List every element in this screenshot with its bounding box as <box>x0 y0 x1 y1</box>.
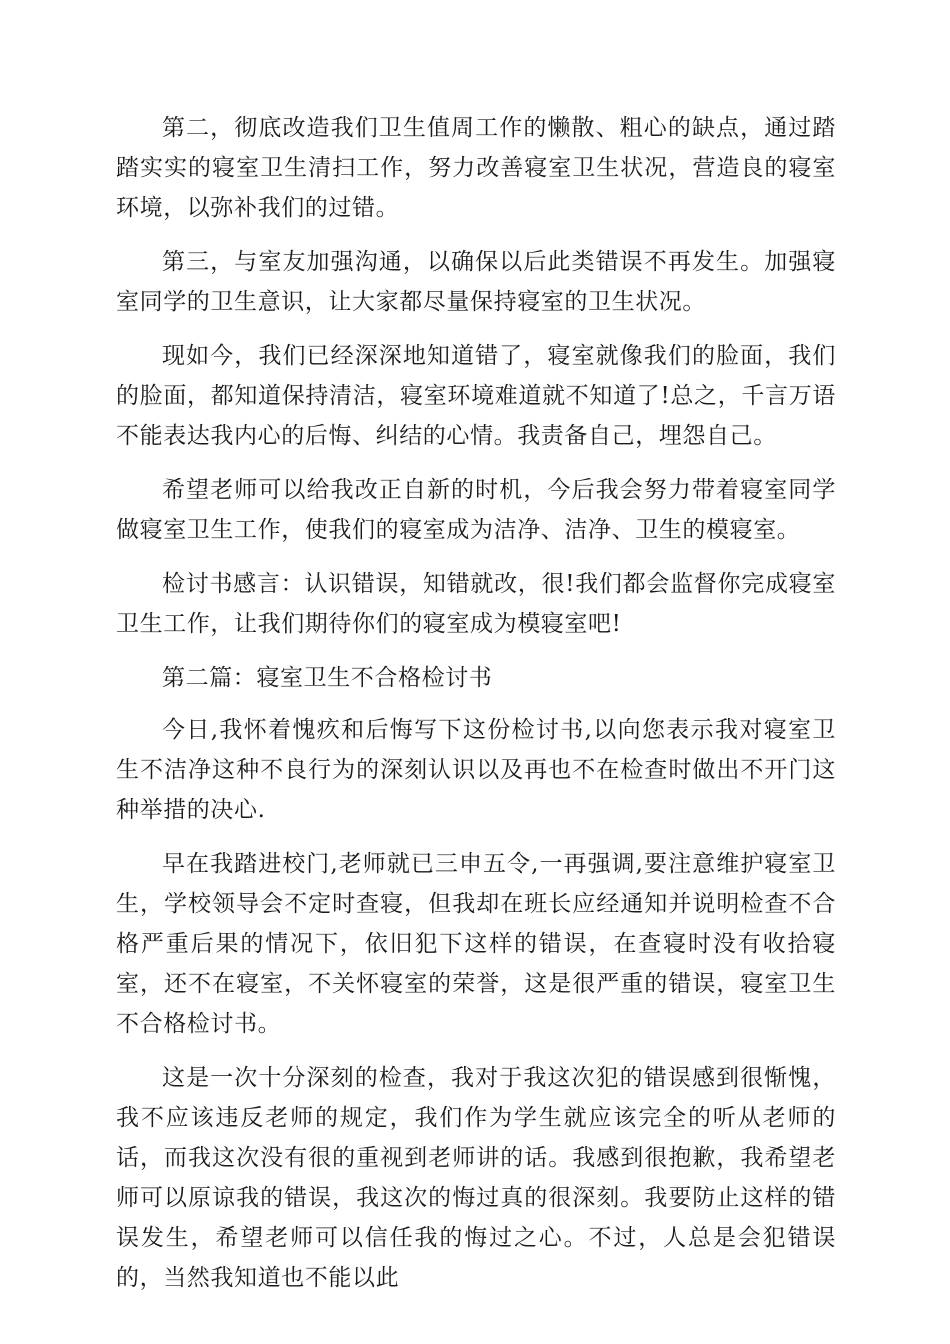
paragraph-6: 今日,我怀着愧疚和后悔写下这份检讨书,以向您表示我对寝室卫生不洁净这种不良行为的深刻认识以及再也不在检查时做出不开门这种举措的决心. <box>116 717 836 823</box>
paragraph-3: 现如今，我们已经深深地知道错了，寝室就像我们的脸面，我们的脸面，都知道保持清洁，寝室环境难道就不知道了!总之，千言万语不能表达我内心的后悔、纠结的心情。我责备自己，埋怨自己。 <box>116 343 836 449</box>
paragraph-4: 希望老师可以给我改正自新的时机，今后我会努力带着寝室同学做寝室卫生工作，使我们的寝室成为洁净、洁净、卫生的模寝室。 <box>116 477 836 543</box>
document-body <box>116 108 836 1312</box>
paragraph-8: 这是一次十分深刻的检查，我对于我这次犯的错误感到很惭愧，我不应该违反老师的规定，我们作为学生就应该完全的听从老师的话，而我这次没有很的重视到老师讲的话。我感到很抱歉，我希望老师可以原谅我的错误，我这次的悔过真的很深刻。我要防止这样的错误发生，希望老师可以信任我的悔过之心。不过，人总是会犯错误的，当然我知道也不能以此 <box>116 1065 836 1291</box>
paragraph-1: 第二，彻底改造我们卫生值周工作的懒散、粗心的缺点，通过踏踏实实的寝室卫生清扫工作，努力改善寝室卫生状况，营造良的寝室环境，以弥补我们的过错。 <box>116 115 836 221</box>
paragraph-5: 检讨书感言：认识错误，知错就改，很!我们都会监督你完成寝室卫生工作，让我们期待你们的寝室成为模寝室吧! <box>116 571 836 637</box>
paragraph-2: 第三，与室友加强沟通，以确保以后此类错误不再发生。加强寝室同学的卫生意识，让大家都尽量保持寝室的卫生状况。 <box>116 249 836 315</box>
paragraph-7: 早在我踏进校门,老师就已三申五令,一再强调,要注意维护寝室卫生，学校领导会不定时查寝，但我却在班长应经通知并说明检查不合格严重后果的情况下，依旧犯下这样的错误，在查寝时没有收拾寝室，还不在寝室，不关怀寝室的荣誉，这是很严重的错误，寝室卫生不合格检讨书。 <box>116 851 836 1037</box>
section-heading: 第二篇：寝室卫生不合格检讨书 <box>162 665 493 691</box>
